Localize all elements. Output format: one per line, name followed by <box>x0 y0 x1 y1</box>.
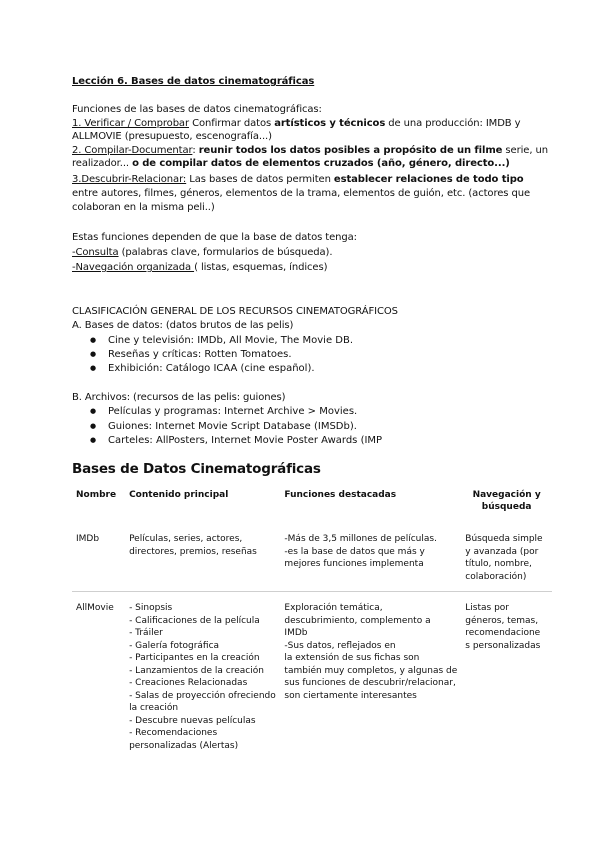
cell-line: título, nombre, <box>465 559 532 569</box>
cell-line: s personalizadas <box>465 640 541 651</box>
cell-line: géneros, temas, <box>465 615 539 626</box>
depends-item-1-label: -Consulta <box>72 247 119 258</box>
cell-line: colaboración) <box>465 571 527 582</box>
cell-line: sus funciones de descubrir/relacionar, <box>284 678 456 688</box>
cell-line: IMDb <box>284 628 308 638</box>
cell-line: la extensión de sus fichas son <box>284 653 420 663</box>
lesson-title: Lección 6. Bases de datos cinematográficas <box>72 76 315 87</box>
list-item: ● Exhibición: Catálogo ICAA (cine español). <box>108 362 315 375</box>
header-navigation <box>461 484 552 523</box>
function-2-line <box>72 144 548 157</box>
list-item: ● Guiones: Internet Movie Script Database (IMSDb). <box>108 420 357 433</box>
depends-intro: Estas funciones dependen de que la base de datos tenga: <box>72 232 357 243</box>
header-navigation-line-1: Navegación y <box>472 490 541 500</box>
cell-line: Películas, series, actores, <box>129 534 243 544</box>
function-3-label: 3.Descubrir-Relacionar: <box>72 174 187 185</box>
cell-line: - Calificaciones de la película <box>129 615 260 626</box>
function-2-line-2 <box>72 157 510 170</box>
cell-line: y avanzada (por <box>465 546 539 557</box>
function-3-line <box>72 173 524 186</box>
header-functions: Funciones destacadas <box>284 490 397 500</box>
cell-line: - Descubre nuevas películas <box>129 715 256 726</box>
list-item: ● Carteles: AllPosters, Internet Movie Poster Awards (IMP <box>108 434 382 447</box>
function-3-bold: establecer relaciones de todo tipo <box>333 174 524 185</box>
list-item: ● Cine y televisión: IMDb, All Movie, The Movie DB. <box>108 334 353 347</box>
cell-line: Búsqueda simple <box>465 534 543 544</box>
function-1-label: 1. Verificar / Comprobar <box>72 118 189 129</box>
function-2-text: : <box>192 145 199 156</box>
cell-line: también muy completos, y algunas de <box>284 665 458 676</box>
classification-b-title: B. Archivos: (recursos de las pelis: guiones) <box>72 392 286 403</box>
cell-line: - Salas de proyección ofreciendo <box>129 690 276 701</box>
cell-content <box>125 523 280 592</box>
depends-item-1 <box>72 246 332 259</box>
cell-line: Listas por <box>465 603 509 613</box>
table-row <box>72 592 552 761</box>
table-row <box>72 523 552 592</box>
function-2-text-2: serie, un <box>502 145 548 156</box>
cell-line: mejores funciones implementa <box>284 559 424 569</box>
cell-line: -Sus datos, reflejados en <box>284 640 396 651</box>
cell-line: -Más de 3,5 millones de películas. <box>284 534 437 544</box>
function-1-text: Confirmar datos <box>188 118 275 129</box>
cell-line: descubrimiento, complemento a <box>284 615 431 626</box>
cell-functions <box>280 523 461 592</box>
cell-line: son ciertamente interesantes <box>284 690 417 701</box>
list-item: ● Películas y programas: Internet Archive > Movies. <box>108 405 357 418</box>
cell-name: IMDb <box>72 523 125 592</box>
header-name: Nombre <box>76 490 117 500</box>
classification-a-title: A. Bases de datos: (datos brutos de las pelis) <box>72 320 294 331</box>
function-3-line-3: colaboran en la misma peli..) <box>72 202 215 213</box>
function-2-line-2-text: realizador... <box>72 158 133 169</box>
header-navigation-line-2: búsqueda <box>481 502 532 512</box>
depends-item-2 <box>72 261 327 274</box>
cell-line: - Participantes en la creación <box>129 653 260 663</box>
depends-item-2-text: ( listas, esquemas, índices) <box>194 262 328 273</box>
function-2-line-2-bold: o de compilar datos de elementos cruzados (año, género, directo...) <box>132 158 510 169</box>
cell-line: directores, premios, reseñas <box>129 546 257 557</box>
table-section-title: Bases de Datos Cinematográficas <box>72 461 321 477</box>
cell-line: - Creaciones Relacionadas <box>129 678 248 688</box>
cell-line: - Recomendaciones <box>129 728 218 738</box>
cell-line: - Tráiler <box>129 628 163 638</box>
function-1-text-2: de una producción: IMDB y <box>385 118 521 129</box>
table-header-row <box>72 484 552 523</box>
function-1-line-2: ALLMOVIE (presupuesto, escenografía...) <box>72 131 272 142</box>
header-content: Contenido principal <box>129 490 229 500</box>
functions-intro: Funciones de las bases de datos cinematográficas: <box>72 104 322 115</box>
cell-line: la creación <box>129 703 179 713</box>
function-1-bold: artísticos y técnicos <box>274 118 386 129</box>
cell-line: -es la base de datos que más y <box>284 546 425 557</box>
function-3-text: Las bases de datos permiten <box>186 174 334 185</box>
cell-line: recomendacione <box>465 628 541 638</box>
cell-line: - Galería fotográfica <box>129 640 220 651</box>
cell-functions <box>280 592 461 761</box>
databases-table <box>72 484 552 760</box>
depends-item-2-label: -Navegación organizada <box>72 262 195 273</box>
cell-line: - Sinopsis <box>129 603 173 613</box>
depends-item-1-text: (palabras clave, formularios de búsqueda). <box>118 247 333 258</box>
cell-name: AllMovie <box>76 603 114 613</box>
cell-line: personalizadas (Alertas) <box>129 740 239 751</box>
cell-line: - Lanzamientos de la creación <box>129 665 264 676</box>
list-item: ● Reseñas y críticas: Rotten Tomatoes. <box>108 348 292 361</box>
cell-navigation <box>461 592 552 761</box>
cell-content <box>125 592 280 761</box>
classification-title: CLASIFICACIÓN GENERAL DE LOS RECURSOS CINEMATOGRÁFICOS <box>72 306 398 317</box>
function-2-bold: reunir todos los datos posibles a propósito de un filme <box>198 145 503 156</box>
function-3-line-2: entre autores, filmes, géneros, elementos de la trama, elementos de guión, etc. (actores que <box>72 188 531 199</box>
cell-navigation <box>461 523 552 592</box>
function-2-label: 2. Compilar-Documentar <box>72 145 193 156</box>
cell-line: Exploración temática, <box>284 603 383 613</box>
function-1-line <box>72 117 520 130</box>
